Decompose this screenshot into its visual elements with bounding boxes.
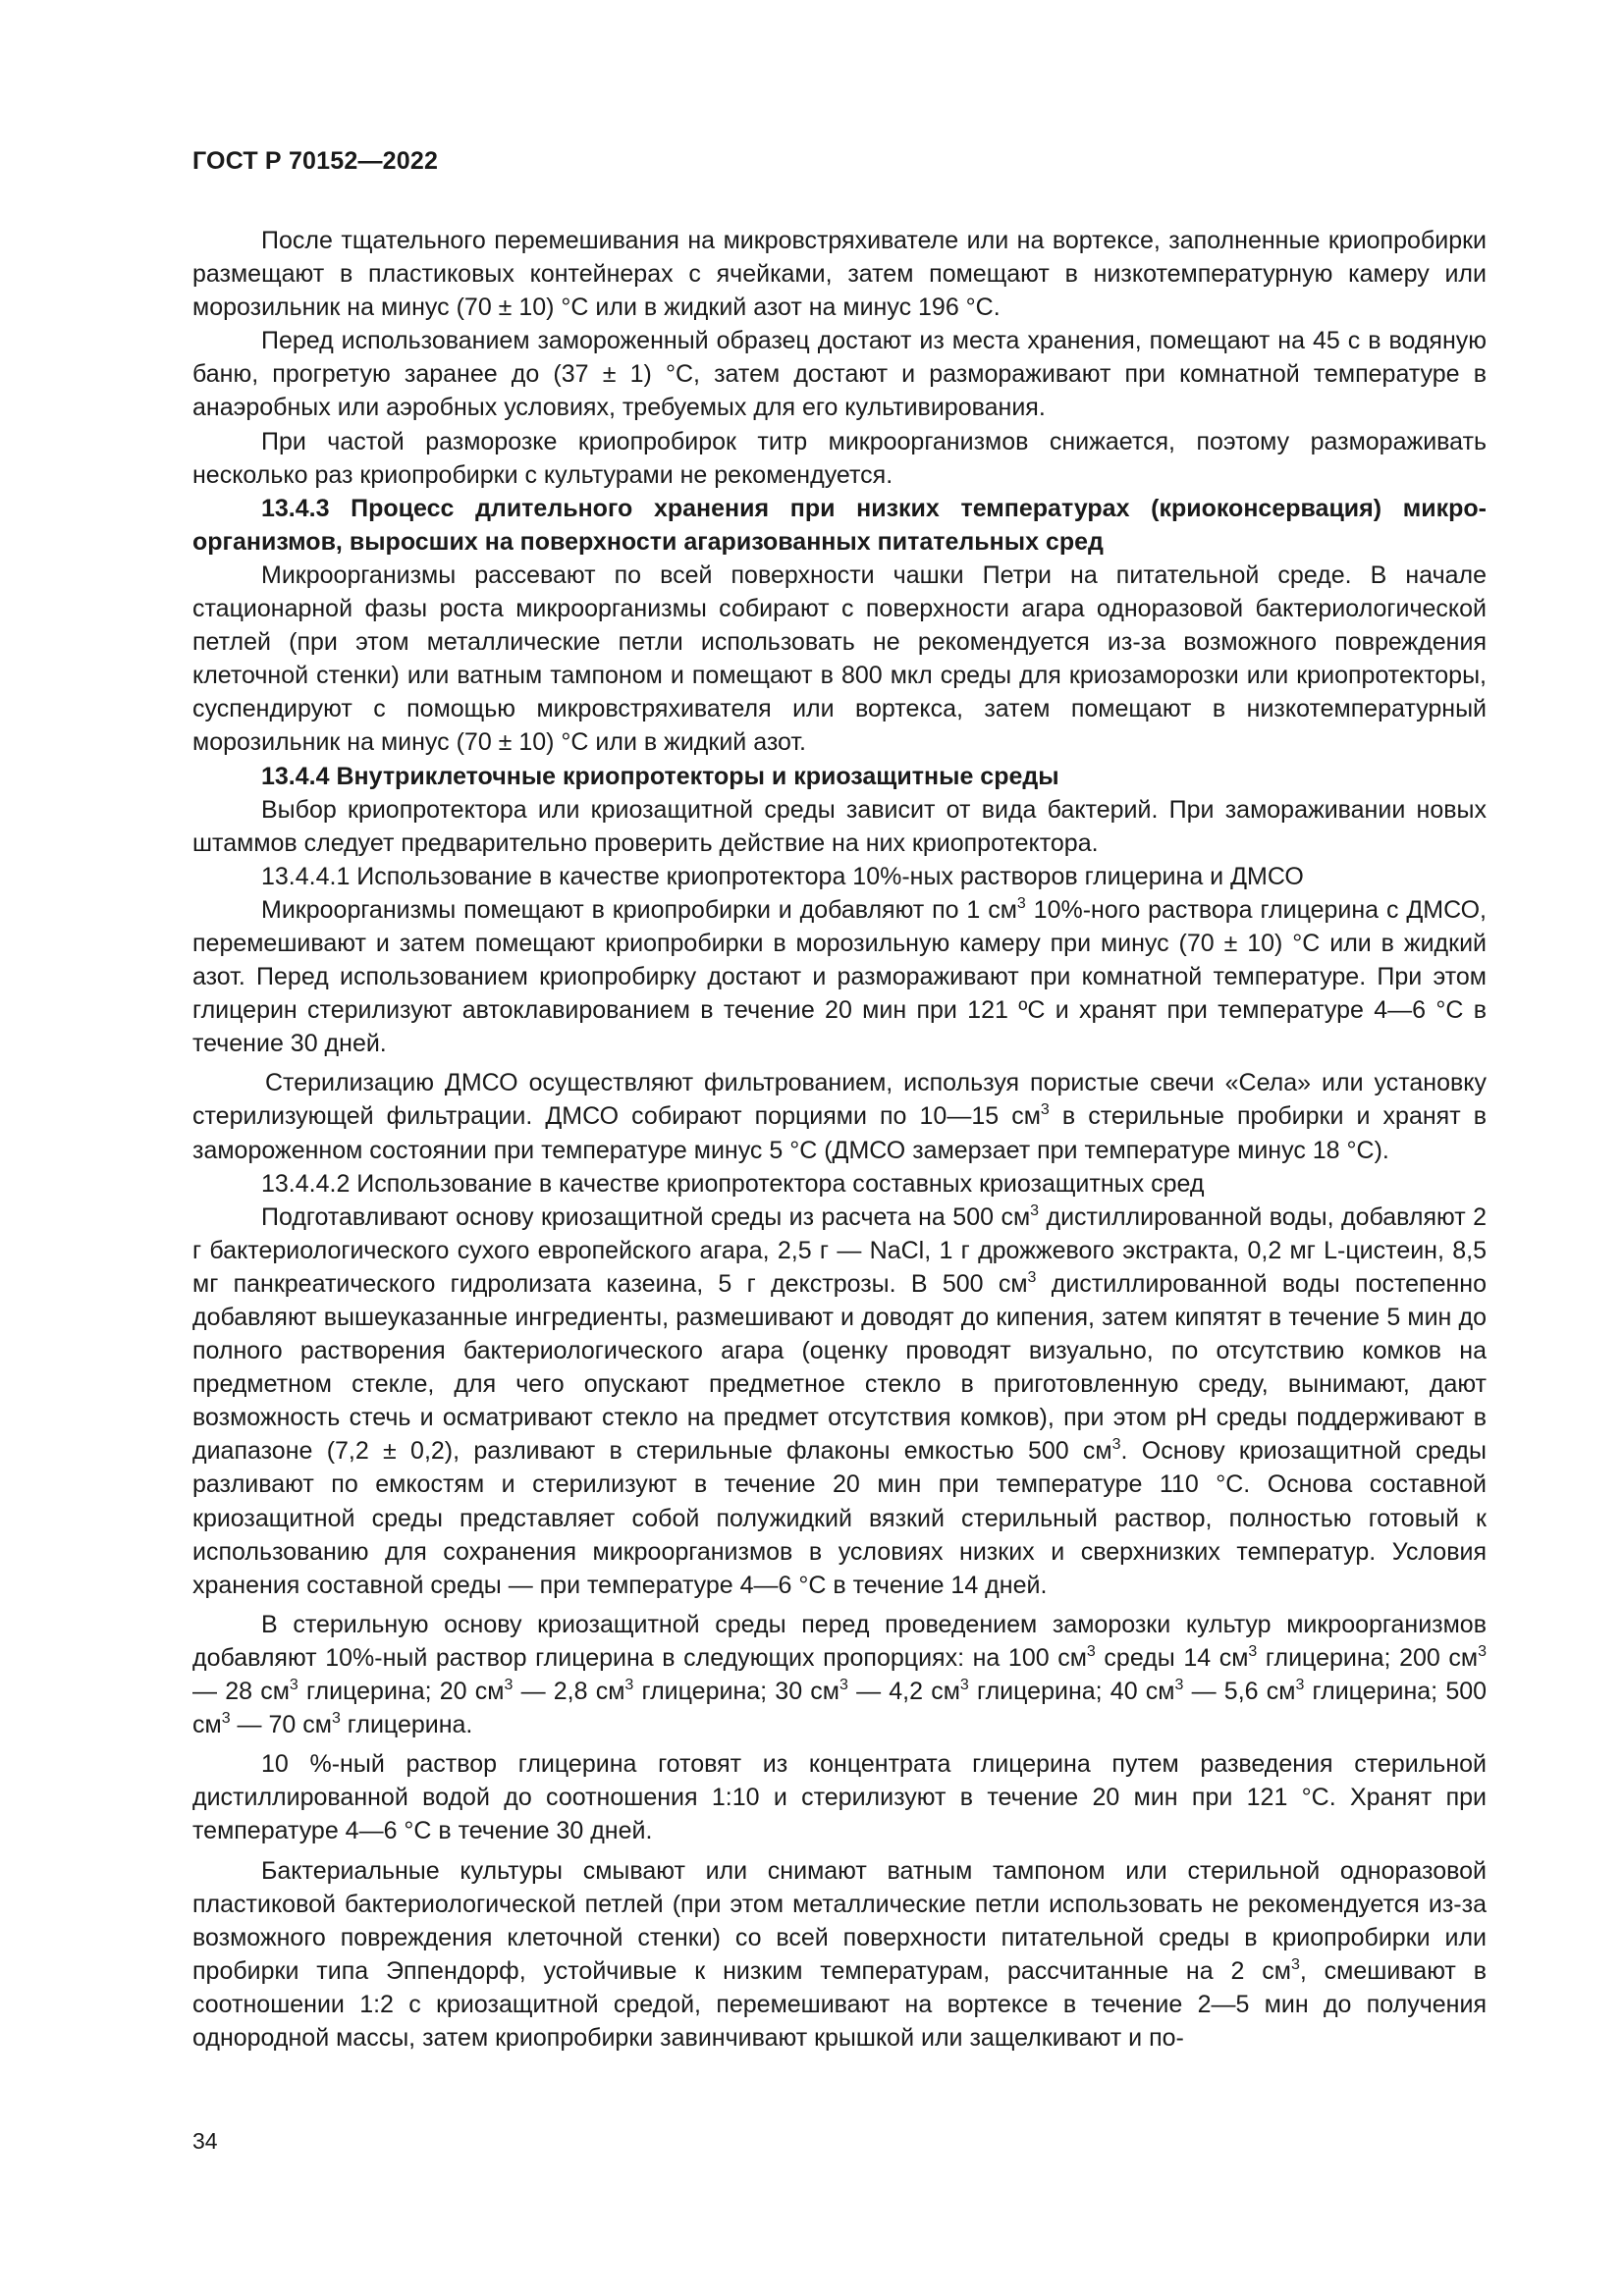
- paragraph: Стерилизацию ДМСО осуществляют фильтрованием, используя пористые свечи «Села» или установку стерилизующей фильтрации. ДМСО собирают порциями по 10—15 $см^3$ в стерильные пробирки и хранят в замороженном состоянии при температуре минус 5 °С (ДМСО замерзает при температуре минус 18 °С).: [192, 1069, 1487, 1164]
- paragraph: 10 %-ный раствор глицерина готовят из концентрата глицерина путем разведения стерильной дистиллированной водой до соотношения 1:10 и стерилизуют в течение 20 мин при 121 °С. Хранят при температуре 4—6 °С в течение 30 дней.: [192, 1750, 1487, 1845]
- paragraph: Микроорганизмы помещают в криопробирки и добавляют по 1 $см^3$ 10%-ного раствора глицерина с ДМСО, перемешивают и затем помещают криопробирки в морозильную камеру при минус (70 ± 10) °С или в жидкий азот. Перед использованием криопробирку достают и размораживают при комнатной температуре. При этом глицерин стерилизуют автоклавированием в течение 20 мин при 121 ºС и хранят при температуре 4—6 °С в течение 30 дней.: [192, 894, 1487, 1058]
- paragraph: Выбор криопротектора или криозащитной среды зависит от вида бактерий. При замораживании новых штаммов следует предварительно проверить действие на них криопротектора.: [192, 795, 1487, 857]
- subsection-title: 13.4.4.1 Использование в качестве криопротектора 10%-ных растворов глицерина и ДМСО: [261, 862, 1304, 890]
- section-heading: 13.4.4 Внутриклеточные криопротекторы и криозащитные среды: [261, 762, 1059, 790]
- page-header-standard-number: ГОСТ Р 70152—2022: [192, 147, 439, 175]
- paragraph: При частой разморозке криопробирок титр микроорганизмов снижается, поэтому размораживать несколько раз криопробирки с культурами не рекомендуется.: [192, 427, 1487, 489]
- page-number: 34: [192, 2128, 218, 2154]
- paragraph: Бактериальные культуры смывают или снимают ватным тампоном или стерильной одноразовой пластиковой бактериологической петлей (при этом металлические петли использовать не рекомендуется из-за возможного повреждения клеточной стенки) со всей поверхности питательной среды в криопробирки или пробирки типа Эппендорф, устойчивые к низким температурам, рассчитанные на 2 $см^3$, смешивают в соотношении 1:2 с криозащитной средой, перемешивают на вортексе в течение 2—5 мин до получения однородной массы, затем криопробирки завинчивают крышкой или защелкивают и по-: [192, 1856, 1487, 2052]
- section-heading: 13.4.3 Процесс длительного хранения при низких температурах (криоконсервация) микроорганизмов, выросших на поверхности агаризованных питательных сред: [192, 494, 1487, 556]
- paragraph: В стерильную основу криозащитной среды перед проведением заморозки культур микроорганизмов добавляют 10%-ный раствор глицерина в следующих пропорциях: на 100 $см^3$ среды 14 $см^3$ глицерина; 200 $см^3$ — 28 $см^3$ глицерина; 20 $см^3$ — 2,8 $см^3$ глицерина; 30 $см^3$ — 4,2 $см^3$ глицерина; 40 $см^3$ — 5,6 $см^3$ глицерина; 500 $см^3$ — 70 $см^3$ глицерина.: [192, 1610, 1488, 1739]
- paragraph: Перед использованием замороженный образец достают из места хранения, помещают на 45 с в водяную баню, прогретую заранее до (37 ± 1) °С, затем достают и размораживают при комнатной температуре в анаэробных или аэробных условиях, требуемых для его культивирования.: [192, 327, 1487, 422]
- paragraph: Микроорганизмы рассевают по всей поверхности чашки Петри на питательной среде. В начале стационарной фазы роста микроорганизмы собирают с поверхности агара одноразовой бактериологической петлей (при этом металлические петли использовать не рекомендуется из-за возможного повреждения клеточной стенки) или ватным тампоном и помещают в 800 мкл среды для криозаморозки или криопротекторы, суспендируют с помощью микровстряхивателя или вортекса, затем помещают в низкотемпературный морозильник на минус (70 ± 10) °С или в жидкий азот.: [192, 561, 1487, 757]
- paragraph: После тщательного перемешивания на микровстряхивателе или на вортексе, заполненные криопробирки размещают в пластиковых контейнерах с ячейками, затем помещают в низкотемпературную камеру или морозильник на минус (70 ± 10) °С или в жидкий азот на минус 196 °С.: [192, 227, 1487, 322]
- document-body: [192, 224, 1487, 2055]
- paragraph: Подготавливают основу криозащитной среды из расчета на 500 $см^3$ дистиллированной воды, добавляют 2 г бактериологического сухого европейского агара, 2,5 г — NaCl, 1 г дрожжевого экстракта, 0,2 мг L-цистеин, 8,5 мг панкреатического гидролизата казеина, 5 г декстрозы. В 500 $см^3$ дистиллированной воды постепенно добавляют вышеуказанные ингредиенты, размешивают и доводят до кипения, затем кипятят в течение 5 мин до полного растворения бактериологического агара (оценку проводят визуально, по отсутствию комков на предметном стекле, для чего опускают предметное стекло в приготовленную среду, вынимают, дают возможность стечь и осматривают стекло на предмет отсутствия комков), при этом pH среды поддерживают в диапазоне (7,2 ± 0,2), разливают в стерильные флаконы емкостью 500 $см^3$. Основу криозащитной среды разливают по емкостям и стерилизуют в течение 20 мин при температуре 110 °С. Основа составной криозащитной среды представляет собой полужидкий вязкий стерильный раствор, полностью готовый к использованию для сохранения микроорганизмов в условиях низких и сверхнизких температур. Условия хранения составной среды — при температуре 4—6 °С в течение 14 дней.: [192, 1201, 1488, 1599]
- subsection-title: 13.4.4.2 Использование в качестве криопротектора составных криозащитных сред: [261, 1169, 1205, 1198]
